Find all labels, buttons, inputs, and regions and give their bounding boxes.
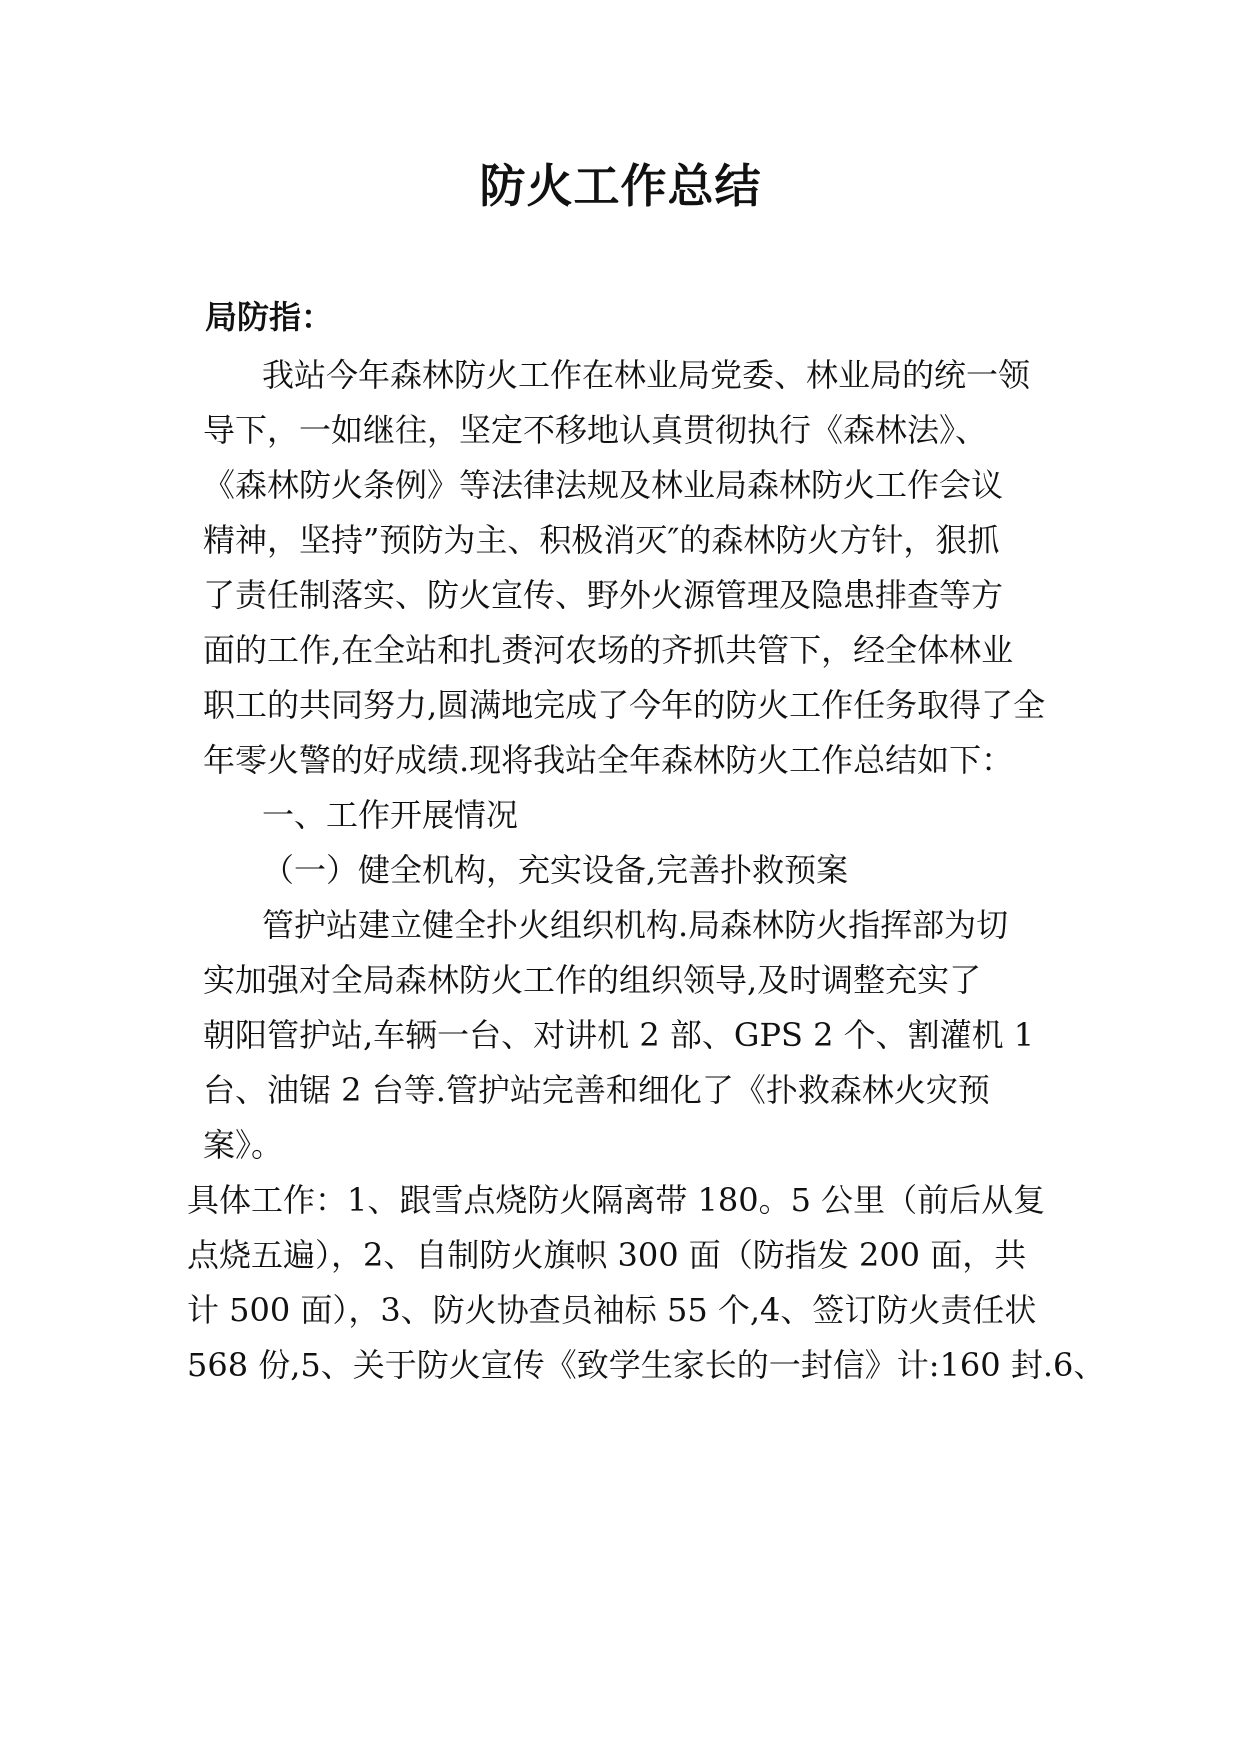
paragraph-2-line-1: 管护站建立健全扑火组织机构.局森林防火指挥部为切	[262, 906, 1009, 944]
addressee: 局防指：	[205, 298, 334, 336]
paragraph-1-line-1: 我站今年森林防火工作在林业局党委、林业局的统一领	[262, 356, 1031, 394]
paragraph-1-line-8: 年零火警的好成绩.现将我站全年森林防火工作总结如下：	[203, 741, 1014, 779]
paragraph-2-line-5: 案》。	[203, 1126, 284, 1164]
paragraph-2-line-4: 台、油锯 2 台等.管护站完善和细化了《扑救森林火灾预	[203, 1071, 990, 1109]
paragraph-1-line-6: 面的工作,在全站和扎赉河农场的齐抓共管下，经全体林业	[203, 631, 1014, 669]
paragraph-3-line-2: 点烧五遍），2、自制防火旗帜 300 面（防指发 200 面，共	[187, 1236, 1027, 1274]
subsection-heading: （一）健全机构，充实设备,完善扑救预案	[262, 851, 849, 889]
section-heading: 一、工作开展情况	[262, 796, 519, 834]
paragraph-1-line-2: 导下，一如继往，坚定不移地认真贯彻执行《森林法》、	[203, 411, 988, 449]
paragraph-1-line-4: 精神，坚持”预防为主、积极消灭″的森林防火方针，狠抓	[203, 521, 1000, 559]
document-title: 防火工作总结	[479, 159, 762, 213]
paragraph-2-line-3: 朝阳管护站,车辆一台、对讲机 2 部、GPS 2 个、割灌机 1	[203, 1016, 1035, 1054]
paragraph-3-line-4: 568 份,5、关于防火宣传《致学生家长的一封信》计:160 封.6、	[187, 1346, 1106, 1384]
paragraph-3-line-1: 具体工作：1、跟雪点烧防火隔离带 180。5 公里（前后从复	[187, 1181, 1046, 1219]
paragraph-1-line-3: 《森林防火条例》等法律法规及林业局森林防火工作会议	[203, 466, 1004, 504]
paragraph-1-line-5: 了责任制落实、防火宣传、野外火源管理及隐患排查等方	[203, 576, 1004, 614]
paragraph-1-line-7: 职工的共同努力,圆满地完成了今年的防火工作任务取得了全	[203, 686, 1046, 724]
paragraph-3-line-3: 计 500 面），3、防火协查员袖标 55 个,4、签订防火责任状	[187, 1291, 1037, 1329]
paragraph-2-line-2: 实加强对全局森林防火工作的组织领导,及时调整充实了	[203, 961, 982, 999]
